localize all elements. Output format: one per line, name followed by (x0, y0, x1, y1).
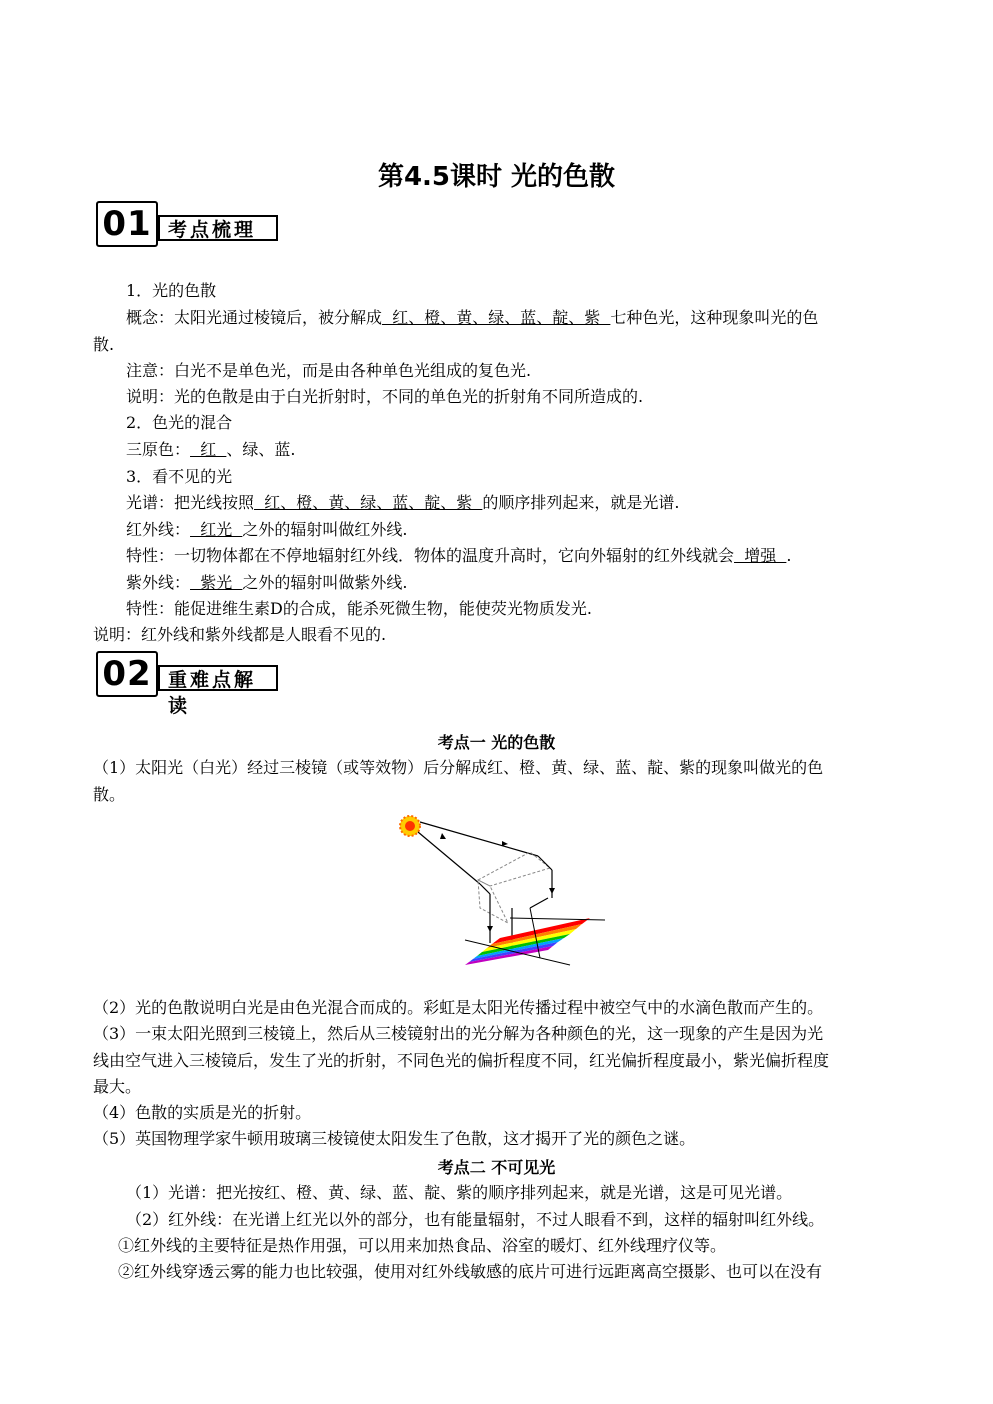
heading-mixing: 2．色光的混合 (126, 413, 233, 432)
note-line: 注意：白光不是单色光，而是由各种单色光组成的复色光. (126, 361, 532, 380)
incident-ray-top (420, 822, 538, 856)
incident-ray-bottom (418, 832, 480, 884)
arrow-icon (502, 841, 508, 846)
ultraviolet-line (126, 571, 407, 595)
primary-text-end: 、绿、蓝. (226, 440, 296, 459)
sun-icon (400, 816, 420, 836)
spectrum-paragraph: （1）光谱：把光按红、橙、黄、绿、蓝、靛、紫的顺序排列起来，就是光谱，这是可见光谱。 (126, 1183, 793, 1202)
arrow-icon (440, 833, 446, 839)
section-label: 重难点解读 (158, 665, 278, 691)
ultraviolet-feature-line: 特性：能促进维生素D的合成，能杀死微生物，能使荧光物质发光. (126, 599, 592, 618)
subtopic-title-1: 考点一 光的色散 (437, 733, 556, 752)
ultraviolet-text: 紫外线： (126, 573, 191, 592)
prism-dispersion-figure (390, 808, 610, 968)
infrared-text-end: 之外的辐射叫做红外线. (242, 520, 408, 539)
infrared-answer: 红光 (190, 520, 243, 539)
concept-line (126, 306, 818, 330)
concept-line-cont: 散. (93, 335, 115, 354)
concept-answer: 红、橙、黄、绿、蓝、靛、紫 (382, 308, 611, 327)
arrow-icon (487, 926, 493, 932)
infrared-point-2: ②红外线穿透云雾的能力也比较强，使用对红外线敏感的底片可进行远距离高空摄影、也可以在没有 (118, 1262, 823, 1281)
ultraviolet-answer: 紫光 (190, 573, 243, 592)
section-number: 02 (96, 651, 158, 697)
infrared-line (126, 518, 407, 542)
infrared-feature-line (126, 544, 791, 568)
section-number: 01 (96, 201, 158, 247)
spectrum-answer: 红、橙、黄、绿、蓝、靛、紫 (254, 493, 483, 512)
primary-answer: 红 (190, 440, 227, 459)
paragraph-3-cont: 线由空气进入三棱镜后，发生了光的折射，不同色光的偏折程度不同，红光偏折程度最小，紫光偏折程度 (93, 1051, 830, 1070)
subtopic-title-2: 考点二 不可见光 (437, 1158, 556, 1177)
spectrum-text: 光谱：把光线按照 (126, 493, 255, 512)
infrared-feature-text: 特性：一切物体都在不停地辐射红外线．物体的温度升高时，它向外辐射的红外线就会 (126, 546, 735, 565)
paragraph-4: （4）色散的实质是光的折射。 (93, 1103, 312, 1122)
paragraph-1-cont: 散。 (93, 785, 126, 804)
concept-text: 概念：太阳光通过棱镜后，被分解成 (126, 308, 383, 327)
infrared-feature-end: . (786, 546, 792, 565)
arrow-icon (549, 888, 555, 894)
concept-text-end: 七种色光，这种现象叫光的色 (610, 308, 819, 327)
infrared-text: 红外线： (126, 520, 191, 539)
rainbow-spectrum (465, 918, 590, 965)
paragraph-2: （2）光的色散说明白光是由色光混合而成的。彩虹是太阳光传播过程中被空气中的水滴色散而产生的。 (93, 998, 824, 1017)
section-label: 考点梳理 (158, 215, 278, 241)
infrared-feature-answer: 增强 (734, 546, 787, 565)
paragraph-5: （5）英国物理学家牛顿用玻璃三棱镜使太阳发生了色散，这才揭开了光的颜色之谜。 (93, 1129, 696, 1148)
spectrum-line (126, 491, 679, 515)
heading-invisible: 3．看不见的光 (126, 467, 233, 486)
primary-text: 三原色： (126, 440, 191, 459)
infrared-point-1: ①红外线的主要特征是热作用强，可以用来加热食品、浴室的暖灯、红外线理疗仪等。 (118, 1236, 727, 1255)
primary-colors-line (126, 438, 295, 462)
explain-line: 说明：光的色散是由于白光折射时，不同的单色光的折射角不同所造成的. (126, 387, 644, 406)
paragraph-3: （3）一束太阳光照到三棱镜上，然后从三棱镜射出的光分解为各种颜色的光，这一现象的产生是因为光 (93, 1024, 824, 1043)
infrared-paragraph: （2）红外线：在光谱上红光以外的部分，也有能量辐射，不过人眼看不到，这样的辐射叫红外线。 (126, 1210, 825, 1229)
spectrum-text-end: 的顺序排列起来，就是光谱. (482, 493, 680, 512)
heading-dispersion: 1．光的色散 (126, 281, 217, 300)
page-title: 第4.5课时 光的色散 (377, 162, 616, 192)
invisible-note-line: 说明：红外线和紫外线都是人眼看不见的. (93, 625, 387, 644)
ultraviolet-text-end: 之外的辐射叫做紫外线. (242, 573, 408, 592)
paragraph-1: （1）太阳光（白光）经过三棱镜（或等效物）后分解成红、橙、黄、绿、蓝、靛、紫的现象叫做光的色 (93, 758, 824, 777)
paragraph-3-cont2: 最大。 (93, 1077, 142, 1096)
